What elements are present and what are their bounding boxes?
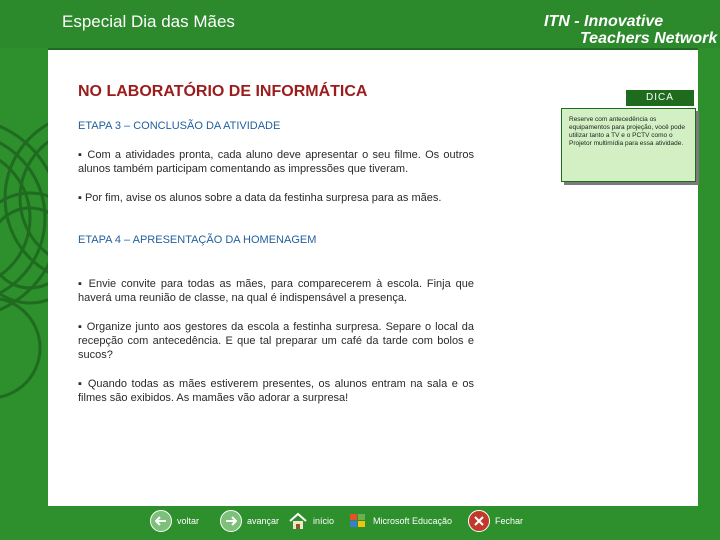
right-decor-strip — [698, 48, 720, 508]
page-title: Especial Dia das Mães — [62, 12, 235, 31]
back-label: voltar — [177, 516, 200, 526]
close-label: Fechar — [495, 516, 524, 526]
step-4-heading: ETAPA 4 – APRESENTAÇÃO DA HOMENAGEM — [78, 234, 317, 246]
home-button[interactable] — [288, 508, 334, 534]
brand-line-2: Teachers Network — [580, 30, 718, 47]
arrow-left-icon — [150, 510, 172, 532]
step-4-paragraph-3: ▪ Quando todas as mães estiverem presentes, os alunos entram na sala e os filmes são exibidos. As mamães vão adorar a surpresa! — [78, 378, 474, 404]
microsoft-education-label: Microsoft Educação — [373, 516, 453, 526]
left-decor-strip — [0, 48, 48, 508]
step-4-paragraph-2: ▪ Organize junto aos gestores da escola a festinha surpresa. Separe o local da recepção com antecedência. E que tal preparar um café da tarde com bolos e sucos? — [78, 321, 474, 361]
forward-label: avançar — [247, 516, 280, 526]
step-4-paragraph-1: ▪ Envie convite para todas as mães, para comparecerem à escola. Finja que haverá uma reunião de classe, na qual é indispensável a presença. — [78, 278, 474, 304]
section-title: NO LABORATÓRIO DE INFORMÁTICA — [78, 83, 368, 100]
brand-line-1: ITN - Innovative — [544, 13, 664, 30]
step-3-heading: ETAPA 3 – CONCLUSÃO DA ATIVIDADE — [78, 120, 281, 132]
tip-label: DICA — [626, 90, 694, 106]
windows-logo-icon — [348, 511, 368, 531]
step-3-paragraph-1: ▪ Com a atividades pronta, cada aluno deve apresentar o seu filme. Os outros alunos também participam comentando as impressões que tiveram. — [78, 149, 474, 175]
close-button[interactable] — [468, 508, 523, 534]
home-label: início — [313, 516, 335, 526]
tip-box — [561, 108, 696, 182]
concentric-arcs-icon — [0, 48, 48, 508]
header-bar — [0, 0, 720, 50]
tip-text: Reserve com antecedência os equipamentos para projeção, você pode utilizar tanto a TV e o PCTV como o Projetor multimídia para essa atividade. — [569, 116, 685, 147]
back-button[interactable] — [150, 508, 199, 534]
house-icon — [288, 511, 308, 531]
x-icon — [468, 510, 490, 532]
step-3-paragraph-2: ▪ Por fim, avise os alunos sobre a data da festinha surpresa para as mães. — [78, 192, 442, 204]
arrow-right-icon — [220, 510, 242, 532]
forward-button[interactable] — [220, 508, 279, 534]
microsoft-education-button[interactable] — [348, 508, 452, 534]
